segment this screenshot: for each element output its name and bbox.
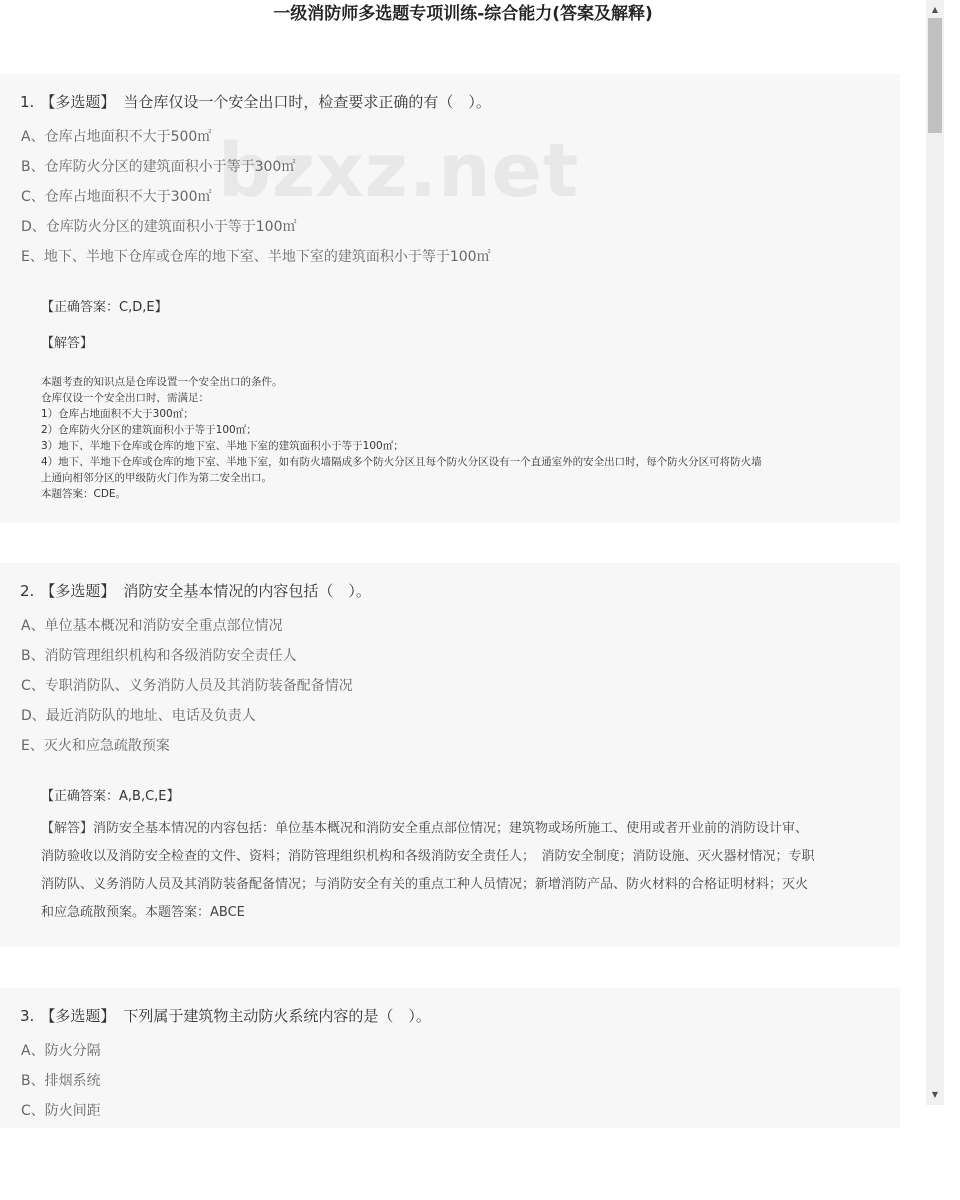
explanation-line: 本题答案：CDE。 [41, 488, 127, 500]
page-title: 一级消防师多选题专项训练-综合能力(答案及解释) [273, 4, 653, 24]
question-number: 1. [20, 93, 35, 111]
question-stem: 下列属于建筑物主动防火系统内容的是（ ）。 [123, 1007, 431, 1025]
option-c[interactable]: C、防火间距 [21, 1103, 101, 1119]
question-card-1 [0, 74, 900, 523]
option-a[interactable]: A、防火分隔 [21, 1043, 101, 1059]
question-card-3 [0, 988, 900, 1128]
option-e[interactable]: E、地下、半地下仓库或仓库的地下室、半地下室的建筑面积小于等于100㎡ [21, 249, 491, 265]
explanation-line: 上通向相邻分区的甲级防火门作为第二安全出口。 [41, 472, 272, 484]
question-heading [20, 91, 491, 112]
question-number: 3. [20, 1007, 35, 1025]
option-e[interactable]: E、灭火和应急疏散预案 [21, 738, 170, 754]
explanation-line: 【解答】消防安全基本情况的内容包括：单位基本概况和消防安全重点部位情况；建筑物或场所施工、使用或者开业前的消防设计审、 [41, 821, 809, 836]
option-b[interactable]: B、仓库防火分区的建筑面积小于等于300㎡ [21, 159, 296, 175]
vertical-scrollbar[interactable] [926, 0, 944, 1105]
explanation-line: 仓库仅设一个安全出口时，需满足： [41, 392, 209, 404]
option-b[interactable]: B、排烟系统 [21, 1073, 101, 1089]
explanation-line: 1）仓库占地面积不大于300㎡； [41, 408, 194, 420]
explanation-text [41, 815, 877, 927]
explanation-line: 消防验收以及消防安全检查的文件、资料；消防管理组织机构和各级消防安全责任人； 消防安全制度；消防设施、灭火器材情况；专职 [41, 849, 815, 864]
explanation-label: 【解答】 [41, 336, 94, 351]
option-d[interactable]: D、最近消防队的地址、电话及负责人 [21, 708, 256, 724]
explanation-text [41, 374, 871, 502]
scroll-up-arrow-icon[interactable]: ▲ [931, 5, 939, 14]
explanation-line: 消防队、义务消防人员及其消防装备配备情况；与消防安全有关的重点工种人员情况；新增消防产品、防火材料的合格证明材料；灭火 [41, 877, 809, 892]
question-type-tag: 【多选题】 [40, 1007, 116, 1025]
watermark-text: bzxz.net [218, 128, 580, 214]
option-a[interactable]: A、单位基本概况和消防安全重点部位情况 [21, 618, 283, 634]
question-heading [20, 580, 371, 601]
question-stem: 消防安全基本情况的内容包括（ ）。 [123, 582, 371, 600]
question-card-2 [0, 563, 900, 947]
option-c[interactable]: C、仓库占地面积不大于300㎡ [21, 189, 212, 205]
question-type-tag: 【多选题】 [40, 93, 116, 111]
scroll-down-arrow-icon[interactable]: ▼ [931, 1090, 939, 1099]
scrollbar-thumb[interactable] [928, 18, 942, 133]
explanation-line: 本题考查的知识点是仓库设置一个安全出口的条件。 [41, 376, 283, 388]
option-a[interactable]: A、仓库占地面积不大于500㎡ [21, 129, 212, 145]
explanation-line: 3）地下、半地下仓库或仓库的地下室、半地下室的建筑面积小于等于100㎡； [41, 440, 404, 452]
correct-answer: 【正确答案：A,B,C,E】 [41, 789, 180, 804]
question-type-tag: 【多选题】 [40, 582, 116, 600]
explanation-line: 2）仓库防火分区的建筑面积小于等于100㎡； [41, 424, 257, 436]
explanation-line: 和应急疏散预案。本题答案：ABCE [41, 905, 245, 920]
question-number: 2. [20, 582, 35, 600]
option-b[interactable]: B、消防管理组织机构和各级消防安全责任人 [21, 648, 297, 664]
correct-answer: 【正确答案：C,D,E】 [41, 300, 168, 315]
option-d[interactable]: D、仓库防火分区的建筑面积小于等于100㎡ [21, 219, 297, 235]
question-stem: 当仓库仅设一个安全出口时，检查要求正确的有（ ）。 [123, 93, 491, 111]
explanation-line: 4）地下、半地下仓库或仓库的地下室、半地下室，如有防火墙隔成多个防火分区且每个防火分区设有一个直通室外的安全出口时，每个防火分区可将防火墙 [41, 456, 762, 468]
question-heading [20, 1005, 431, 1026]
option-c[interactable]: C、专职消防队、义务消防人员及其消防装备配备情况 [21, 678, 353, 694]
